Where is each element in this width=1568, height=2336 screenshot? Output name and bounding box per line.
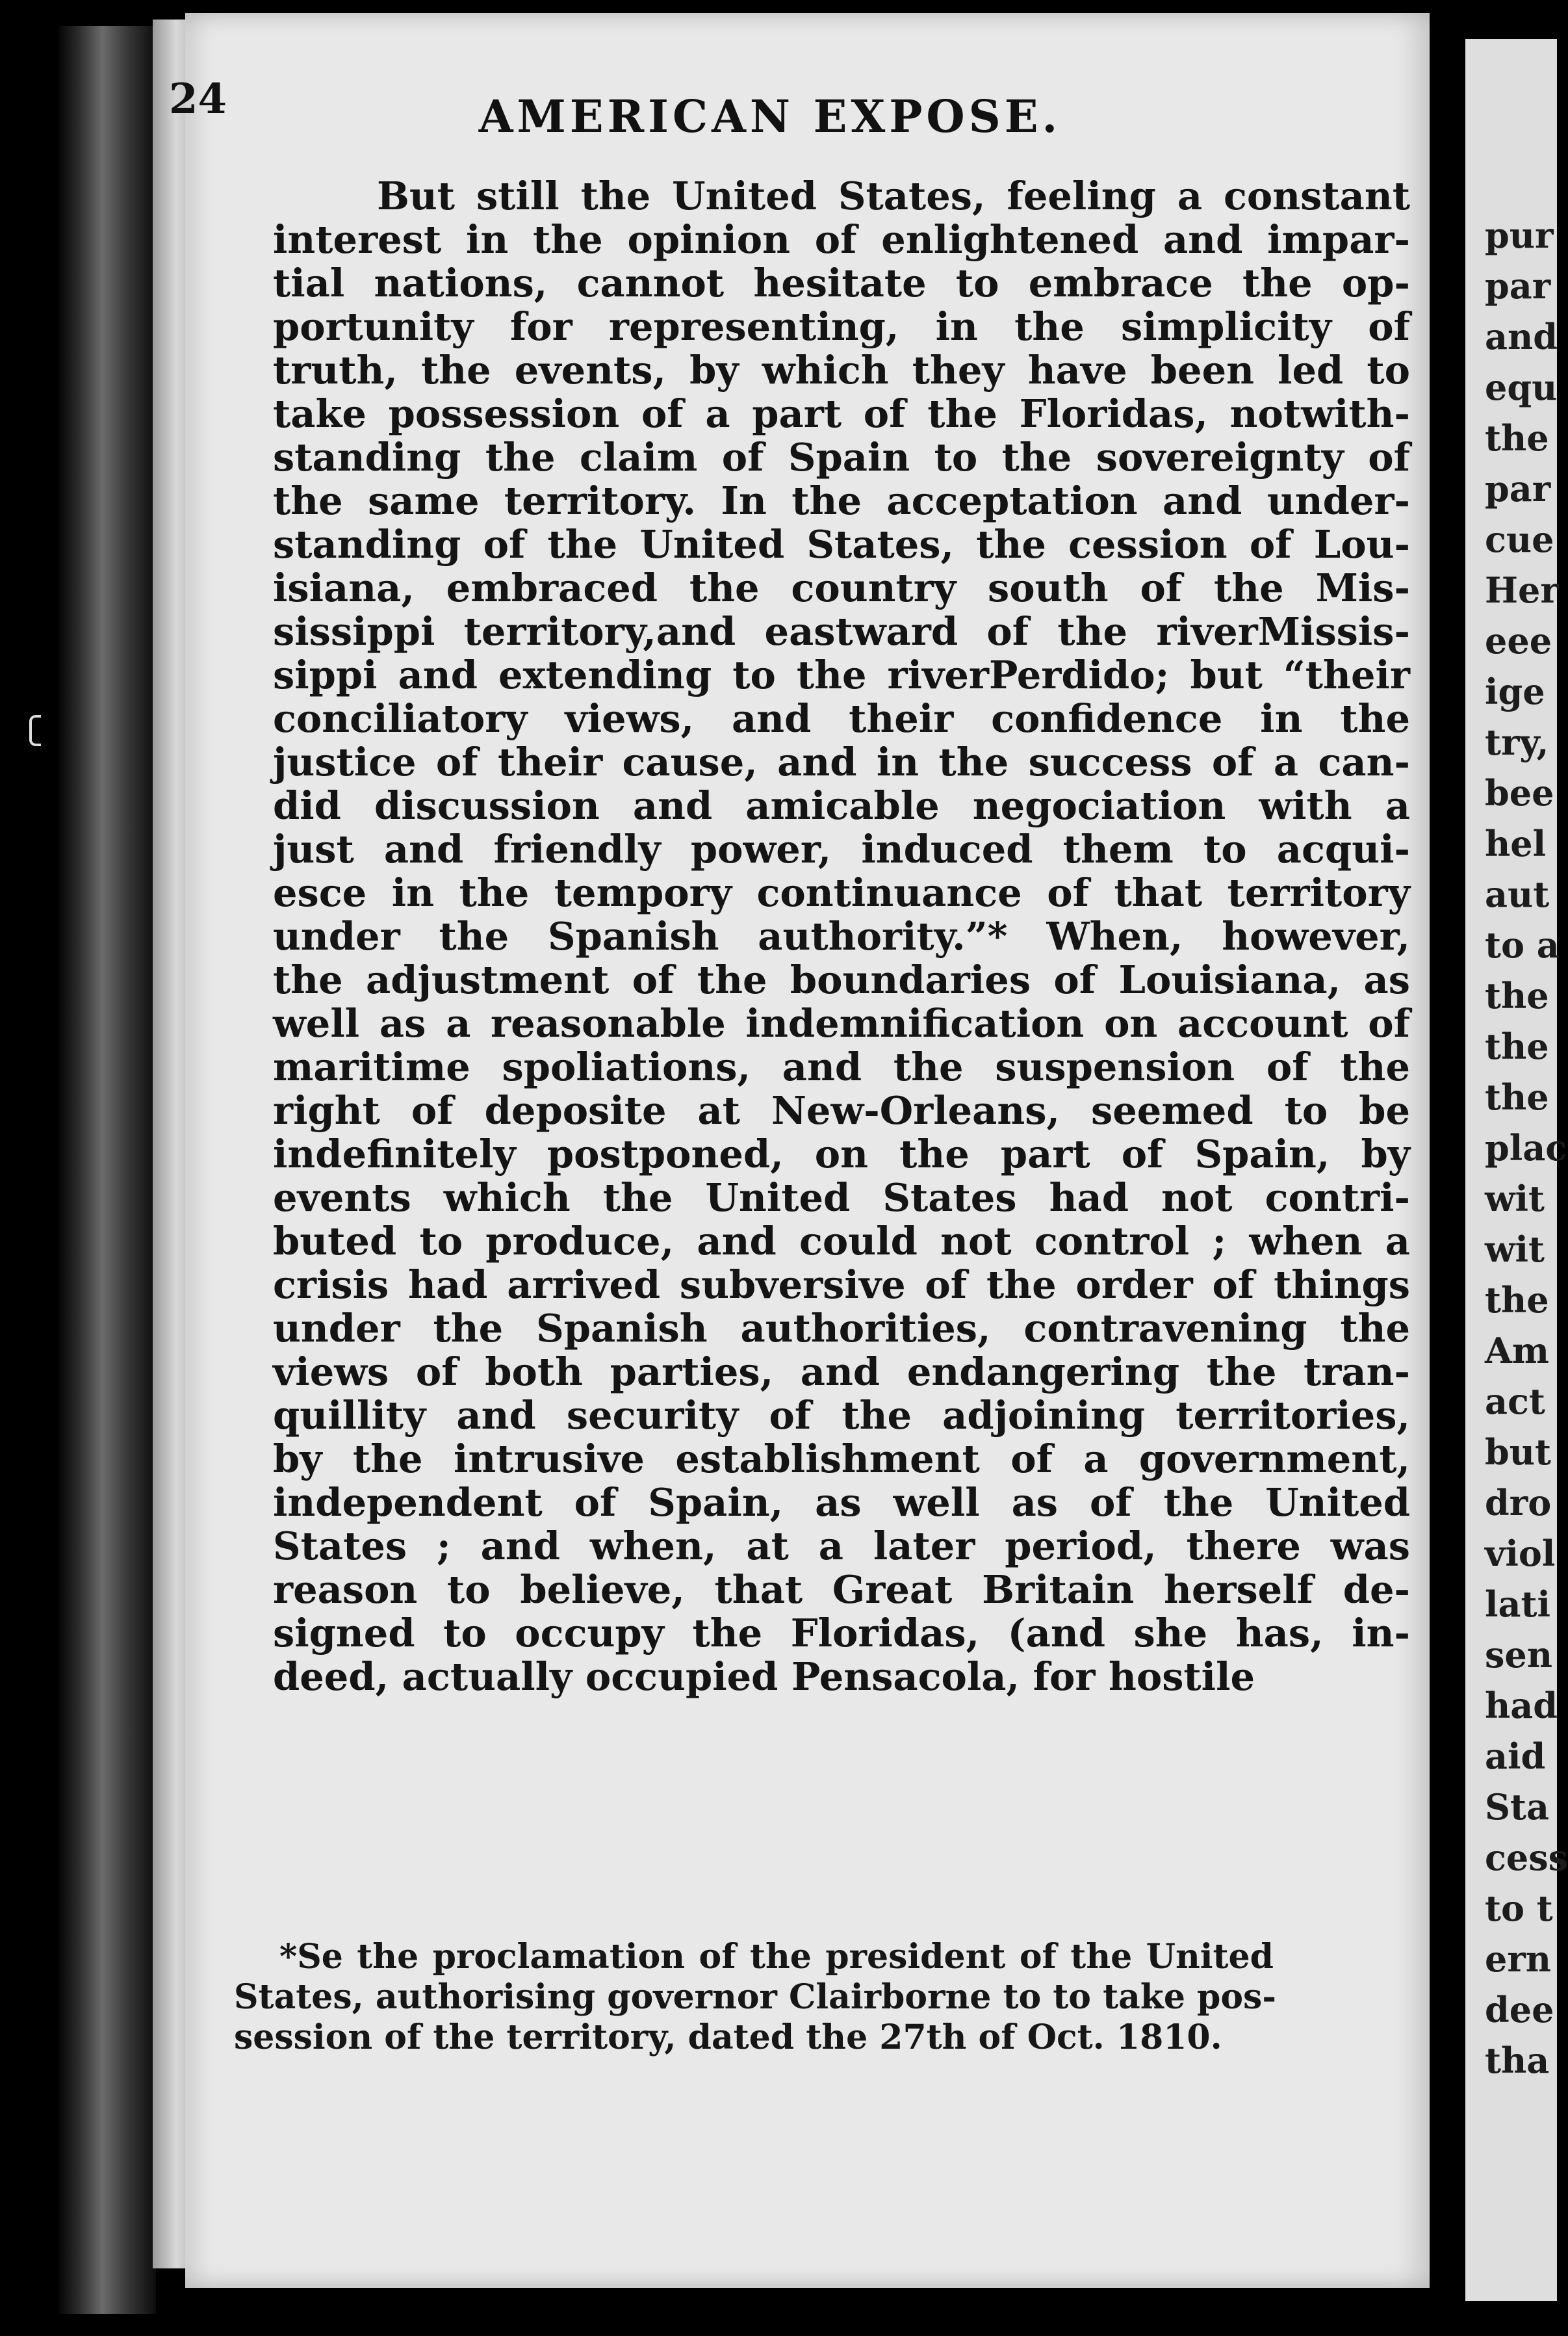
facing-page-fragment: to a [1485, 924, 1560, 966]
text-line: indefinitely postponed, on the part of Spain, by [273, 1132, 1410, 1176]
footnote-line: session of the territory, dated the 27th of Oct. 1810. [234, 2018, 1222, 2057]
text-line: independent of Spain, as well as of the United [273, 1480, 1410, 1525]
facing-page-fragment: pur [1485, 214, 1554, 256]
text-line: just and friendly power, induced them to acqui- [273, 827, 1410, 872]
facing-page-fragment: par [1485, 265, 1551, 307]
text-line: did discussion and amicable negociation with a [273, 783, 1410, 828]
facing-page-fragment: par [1485, 468, 1551, 510]
text-line: portunity for representing, in the simplicity of [273, 304, 1410, 349]
text-line: under the Spanish authorities, contravening the [273, 1306, 1410, 1351]
facing-page-fragment: aut [1485, 874, 1550, 915]
text-line: buted to produce, and could not control ; when a [273, 1219, 1410, 1264]
text-line: well as a reasonable indemnification on account of [273, 1001, 1410, 1046]
facing-page-fragment: cue [1485, 519, 1554, 560]
footnote-line: *Se the proclamation of the president of the United [279, 1937, 1274, 1977]
facing-page-fragment: equ [1485, 367, 1558, 408]
facing-page-fragment: the [1485, 1279, 1549, 1321]
text-line: crisis had arrived subversive of the order of things [273, 1262, 1410, 1307]
facing-page-fragment: sen [1485, 1634, 1553, 1676]
facing-page-fragment: dro [1485, 1482, 1552, 1524]
text-line: maritime spoliations, and the suspension of the [273, 1045, 1410, 1089]
facing-page [1465, 39, 1568, 2301]
text-line: events which the United States had not contri- [273, 1175, 1410, 1220]
facing-page-fragment: and [1485, 316, 1558, 357]
facing-page-fragment: to t [1485, 1888, 1553, 1929]
page-number: 24 [169, 75, 227, 123]
text-line: quillity and security of the adjoining territories, [273, 1393, 1410, 1438]
text-line: isiana, embraced the country south of the Mis- [273, 565, 1410, 610]
text-line: signed to occupy the Floridas, (and she has, in- [273, 1611, 1410, 1655]
text-line: truth, the events, by which they have been led to [273, 348, 1410, 393]
text-line: right of deposite at New-Orleans, seemed to be [273, 1088, 1410, 1133]
footnote [234, 1937, 1274, 2058]
facing-page-fragment: Her [1485, 569, 1559, 611]
facing-page-fragment: tha [1485, 2040, 1550, 2081]
running-head: AMERICAN EXPOSE. [478, 91, 1062, 143]
facing-page-fragment: hel [1485, 823, 1547, 864]
text-line: States ; and when, at a later period, there was [273, 1524, 1410, 1568]
facing-page-fragment: the [1485, 1076, 1549, 1118]
facing-page-fragment: bee [1485, 772, 1554, 814]
facing-page-fragment: ige [1485, 671, 1545, 712]
facing-page-fragment: the [1485, 975, 1549, 1017]
facing-page-fragment: try, [1485, 721, 1549, 763]
facing-page-fragment: Am [1485, 1330, 1550, 1371]
page-gutter [1430, 0, 1469, 2336]
text-line: But still the United States, feeling a constant [377, 174, 1410, 218]
facing-page-fragment: plac [1485, 1127, 1567, 1169]
text-line: take possession of a part of the Floridas, notwith- [273, 391, 1410, 436]
facing-page-fragment: dee [1485, 1989, 1554, 2031]
facing-page-fragment: act [1485, 1381, 1545, 1422]
text-line: interest in the opinion of enlightened and impar- [273, 217, 1410, 262]
text-line: justice of their cause, and in the success of a can- [273, 740, 1410, 785]
facing-page-fragment: but [1485, 1431, 1551, 1473]
text-line: standing of the United States, the cession of Lou- [273, 522, 1410, 567]
scan-artifact [29, 715, 41, 746]
text-line: sissippi territory,and eastward of the riverMissis- [273, 609, 1410, 654]
facing-page-fragment: Sta [1485, 1786, 1549, 1828]
text-line: views of both parties, and endangering the tran- [273, 1349, 1410, 1394]
facing-page-fragment: viol [1485, 1533, 1556, 1574]
facing-page-fragment: eee [1485, 620, 1552, 662]
body-text [273, 174, 1410, 1698]
facing-page-fragment: had [1485, 1685, 1558, 1726]
text-line: reason to believe, that Great Britain herself de- [273, 1567, 1410, 1612]
facing-page-fragment: cess [1485, 1837, 1568, 1878]
text-line: conciliatory views, and their confidence in the [273, 696, 1410, 741]
text-line: sippi and extending to the riverPerdido; but “their [273, 653, 1410, 697]
text-line: the adjustment of the boundaries of Louisiana, as [273, 957, 1410, 1002]
facing-page-fragment: the [1485, 1026, 1549, 1067]
book-spine [58, 26, 156, 2314]
facing-page-fragment: wit [1485, 1228, 1545, 1270]
text-line: under the Spanish authority.”* When, however, [273, 914, 1410, 959]
text-line: tial nations, cannot hesitate to embrace the op- [273, 261, 1410, 305]
text-line: standing the claim of Spain to the sovereignty of [273, 435, 1410, 480]
text-line: the same territory. In the acceptation and under- [273, 478, 1410, 523]
text-line: by the intrusive establishment of a government, [273, 1436, 1410, 1481]
facing-page-fragment: ern [1485, 1938, 1552, 1980]
footnote-line: States, authorising governor Clairborne to to take pos- [234, 1977, 1276, 2017]
text-line: deed, actually occupied Pensacola, for hostile [273, 1654, 1255, 1699]
facing-page-fragment: aid [1485, 1735, 1546, 1777]
facing-page-fragment: wit [1485, 1178, 1545, 1219]
facing-page-fragment: the [1485, 417, 1549, 459]
facing-page-fragment: lati [1485, 1583, 1550, 1625]
text-line: esce in the tempory continuance of that territory [273, 870, 1410, 915]
